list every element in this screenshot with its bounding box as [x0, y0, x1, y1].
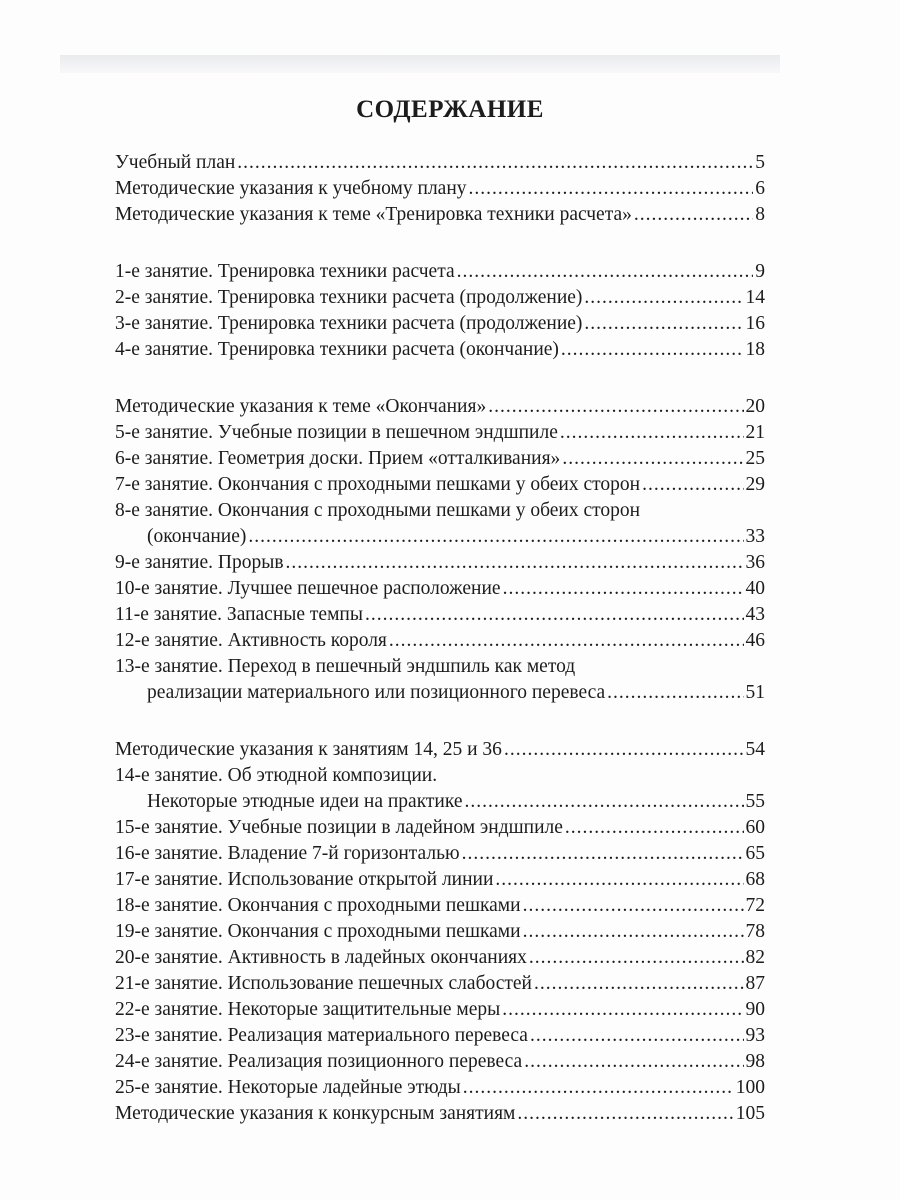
entry-title: Методические указания к конкурсным занятиям — [115, 1103, 516, 1124]
toc-entry[interactable] — [115, 176, 765, 202]
page-number: 21 — [745, 422, 765, 443]
toc-entry[interactable] — [115, 971, 765, 997]
entry-title: 24-е занятие. Реализация позиционного перевеса — [115, 1051, 523, 1072]
toc-entry[interactable] — [115, 815, 765, 841]
entry-title: 25-е занятие. Некоторые ладейные этюды — [115, 1077, 461, 1098]
toc-entry[interactable] — [115, 285, 765, 311]
entry-title: 9-е занятие. Прорыв — [115, 552, 284, 573]
page-number: 72 — [745, 895, 765, 916]
toc-entry[interactable] — [115, 1049, 765, 1075]
entry-title: 17-е занятие. Использование открытой линии — [115, 869, 494, 890]
entry-title: 21-е занятие. Использование пешечных слабостей — [115, 973, 532, 994]
page-number: 20 — [745, 396, 765, 417]
toc-entry[interactable] — [115, 337, 765, 363]
toc-entry[interactable] — [115, 602, 765, 628]
page-number: 54 — [745, 739, 765, 760]
page-number: 36 — [745, 552, 765, 573]
dot-leader — [530, 1023, 744, 1049]
toc-entry[interactable] — [115, 737, 765, 763]
page-number: 78 — [745, 921, 765, 942]
page-number: 55 — [745, 791, 765, 812]
entry-title: 8-е занятие. Окончания с проходными пешками у обеих сторон — [115, 500, 641, 521]
page-number: 105 — [735, 1103, 765, 1124]
toc-entry[interactable] — [115, 945, 765, 971]
dot-leader — [534, 971, 744, 997]
toc-entry[interactable] — [115, 394, 765, 420]
dot-leader — [523, 893, 744, 919]
bleed-through-band — [60, 55, 780, 73]
page-number: 51 — [745, 682, 765, 703]
entry-title: 14-е занятие. Об этюдной композиции. — [115, 765, 438, 786]
page-number: 87 — [745, 973, 765, 994]
toc-group — [115, 737, 765, 1127]
entry-title: 18-е занятие. Окончания с проходными пешками — [115, 895, 521, 916]
page-number: 14 — [745, 287, 765, 308]
entry-title-continuation: (окончание) — [147, 526, 247, 547]
toc-entry[interactable] — [115, 576, 765, 602]
dot-leader — [237, 150, 753, 176]
entry-title: 3-е занятие. Тренировка техники расчета (продолжение) — [115, 313, 583, 334]
dot-leader — [469, 176, 754, 202]
entry-title-continuation: Некоторые этюдные идеи на практике — [147, 791, 463, 812]
toc-group — [115, 394, 765, 706]
dot-leader — [524, 1049, 743, 1075]
dot-leader — [523, 919, 744, 945]
page-number: 40 — [745, 578, 765, 599]
entry-title: 12-е занятие. Активность короля — [115, 630, 387, 651]
dot-leader — [565, 815, 744, 841]
dot-leader — [495, 867, 743, 893]
dot-leader — [504, 737, 744, 763]
toc-entry[interactable] — [115, 654, 765, 706]
toc-entry[interactable] — [115, 472, 765, 498]
toc-entry[interactable] — [115, 997, 765, 1023]
dot-leader — [561, 337, 744, 363]
page-number: 43 — [745, 604, 765, 625]
entry-title: 1-е занятие. Тренировка техники расчета — [115, 261, 455, 282]
page-number: 25 — [745, 448, 765, 469]
page-number: 82 — [745, 947, 765, 968]
toc-entry[interactable] — [115, 150, 765, 176]
page-number: 5 — [755, 152, 765, 173]
dot-leader — [503, 576, 744, 602]
entry-title: Методические указания к занятиям 14, 25 и 36 — [115, 739, 502, 760]
entry-title-continuation: реализации материального или позиционного перевеса — [147, 682, 606, 703]
dot-leader — [562, 446, 743, 472]
dot-leader — [463, 1075, 734, 1101]
entry-title: 23-е занятие. Реализация материального перевеса — [115, 1025, 528, 1046]
toc-entry[interactable] — [115, 498, 765, 550]
toc-entry[interactable] — [115, 867, 765, 893]
page-number: 8 — [755, 204, 765, 225]
toc-entry[interactable] — [115, 893, 765, 919]
entry-title: Учебный план — [115, 152, 236, 173]
dot-leader — [502, 997, 743, 1023]
entry-title: 13-е занятие. Переход в пешечный эндшпиль как метод — [115, 656, 576, 677]
toc-group — [115, 150, 765, 228]
page-number: 9 — [755, 261, 765, 282]
toc-entry[interactable] — [115, 202, 765, 228]
entry-title: 4-е занятие. Тренировка техники расчета (окончание) — [115, 339, 559, 360]
dot-leader — [642, 472, 743, 498]
page-number: 98 — [745, 1051, 765, 1072]
toc-entry[interactable] — [115, 446, 765, 472]
page-number: 46 — [745, 630, 765, 651]
entry-title: Методические указания к теме «Окончания» — [115, 396, 487, 417]
dot-leader — [389, 628, 744, 654]
entry-title: 2-е занятие. Тренировка техники расчета (продолжение) — [115, 287, 583, 308]
page-number: 18 — [745, 339, 765, 360]
dot-leader — [286, 550, 744, 576]
entry-title: 16-е занятие. Владение 7-й горизонталью — [115, 843, 460, 864]
entry-title: 6-е занятие. Геометрия доски. Прием «отталкивания» — [115, 448, 561, 469]
toc-entry[interactable] — [115, 420, 765, 446]
dot-leader — [457, 259, 754, 285]
page-number: 90 — [745, 999, 765, 1020]
toc-entry[interactable] — [115, 1075, 765, 1101]
toc-entry[interactable] — [115, 919, 765, 945]
entry-title: 10-е занятие. Лучшее пешечное расположение — [115, 578, 501, 599]
dot-leader — [560, 420, 744, 446]
toc-entry[interactable] — [115, 1101, 765, 1127]
page-number: 60 — [745, 817, 765, 838]
entry-title: 20-е занятие. Активность в ладейных окончаниях — [115, 947, 527, 968]
page-number: 6 — [755, 178, 765, 199]
entry-title: 7-е занятие. Окончания с проходными пешками у обеих сторон — [115, 474, 641, 495]
entry-title: Методические указания к учебному плану — [115, 178, 467, 199]
page-title: СОДЕРЖАНИЕ — [356, 96, 544, 123]
toc-entry[interactable] — [115, 763, 765, 815]
toc-group — [115, 259, 765, 363]
entry-title: 19-е занятие. Окончания с проходными пешками — [115, 921, 521, 942]
page-number: 65 — [745, 843, 765, 864]
page-number: 29 — [745, 474, 765, 495]
dot-leader — [488, 394, 743, 420]
entry-title: 22-е занятие. Некоторые защитительные меры — [115, 999, 501, 1020]
page-number: 16 — [745, 313, 765, 334]
dot-leader — [462, 841, 744, 867]
entry-title: Методические указания к теме «Тренировка техники расчета» — [115, 204, 632, 225]
table-of-contents — [115, 150, 765, 1158]
entry-title: 11-е занятие. Запасные темпы — [115, 604, 363, 625]
entry-title: 5-е занятие. Учебные позиции в пешечном эндшпиле — [115, 422, 558, 443]
entry-title: 15-е занятие. Учебные позиции в ладейном эндшпиле — [115, 817, 563, 838]
toc-entry[interactable] — [115, 550, 765, 576]
dot-leader — [365, 602, 744, 628]
page-number: 68 — [745, 869, 765, 890]
toc-entry[interactable] — [115, 1023, 765, 1049]
dot-leader — [529, 945, 744, 971]
dot-leader — [584, 311, 743, 337]
dot-leader — [607, 680, 743, 706]
page-number: 100 — [735, 1077, 765, 1098]
dot-leader — [248, 524, 743, 550]
dot-leader — [584, 285, 743, 311]
page-number: 93 — [745, 1025, 765, 1046]
dot-leader — [634, 202, 753, 228]
toc-entry[interactable] — [115, 628, 765, 654]
page-number: 33 — [745, 526, 765, 547]
toc-entry[interactable] — [115, 311, 765, 337]
dot-leader — [465, 789, 744, 815]
toc-entry[interactable] — [115, 259, 765, 285]
dot-leader — [517, 1101, 733, 1127]
toc-entry[interactable] — [115, 841, 765, 867]
